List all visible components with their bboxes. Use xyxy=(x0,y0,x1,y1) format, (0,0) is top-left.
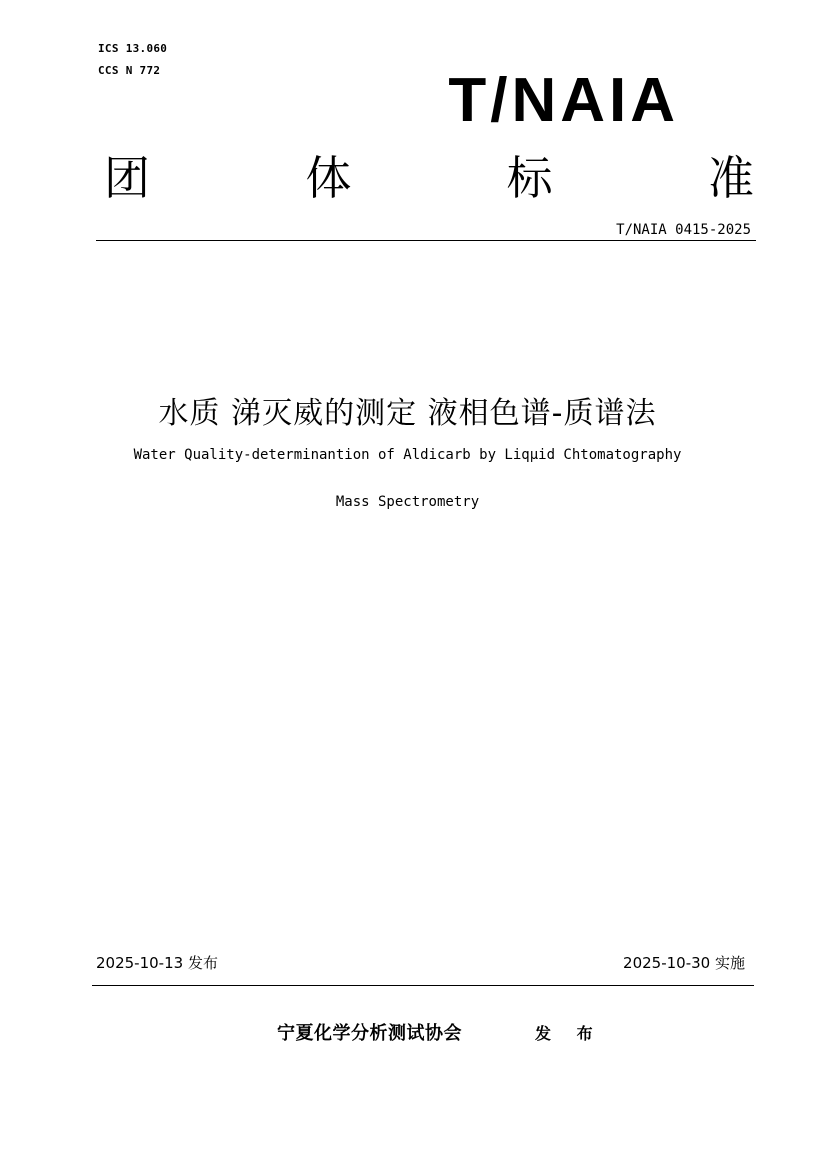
publisher-name: 宁夏化学分析测试协会 xyxy=(277,1023,462,1044)
document-title-english-line2: Mass Spectrometry xyxy=(335,494,480,510)
ccs-code: CCS N 772 xyxy=(98,64,161,77)
document-title-chinese: 水质 涕灭威的测定 液相色谱-质谱法 xyxy=(158,396,657,431)
standard-number: T/NAIA 0415-2025 xyxy=(616,222,751,238)
footer-divider xyxy=(92,985,754,986)
ics-code: ICS 13.060 xyxy=(98,42,168,55)
issue-date: 2025-10-13 发布 xyxy=(96,954,218,972)
standard-type-char: 体 xyxy=(305,151,352,205)
standard-code-logo: T/NAIA xyxy=(448,66,679,135)
header-divider xyxy=(96,240,756,241)
standard-type-char: 标 xyxy=(506,151,553,205)
implementation-date: 2025-10-30 实施 xyxy=(623,954,745,972)
document-title-english-line1: Water Quality-determinantion of Aldicarb by Liqμid Chtomatography xyxy=(133,447,682,463)
publish-label: 发 布 xyxy=(535,1024,603,1043)
standard-type-char: 团 xyxy=(104,151,150,205)
standard-type-heading xyxy=(104,151,754,205)
standard-type-char: 准 xyxy=(707,151,754,205)
